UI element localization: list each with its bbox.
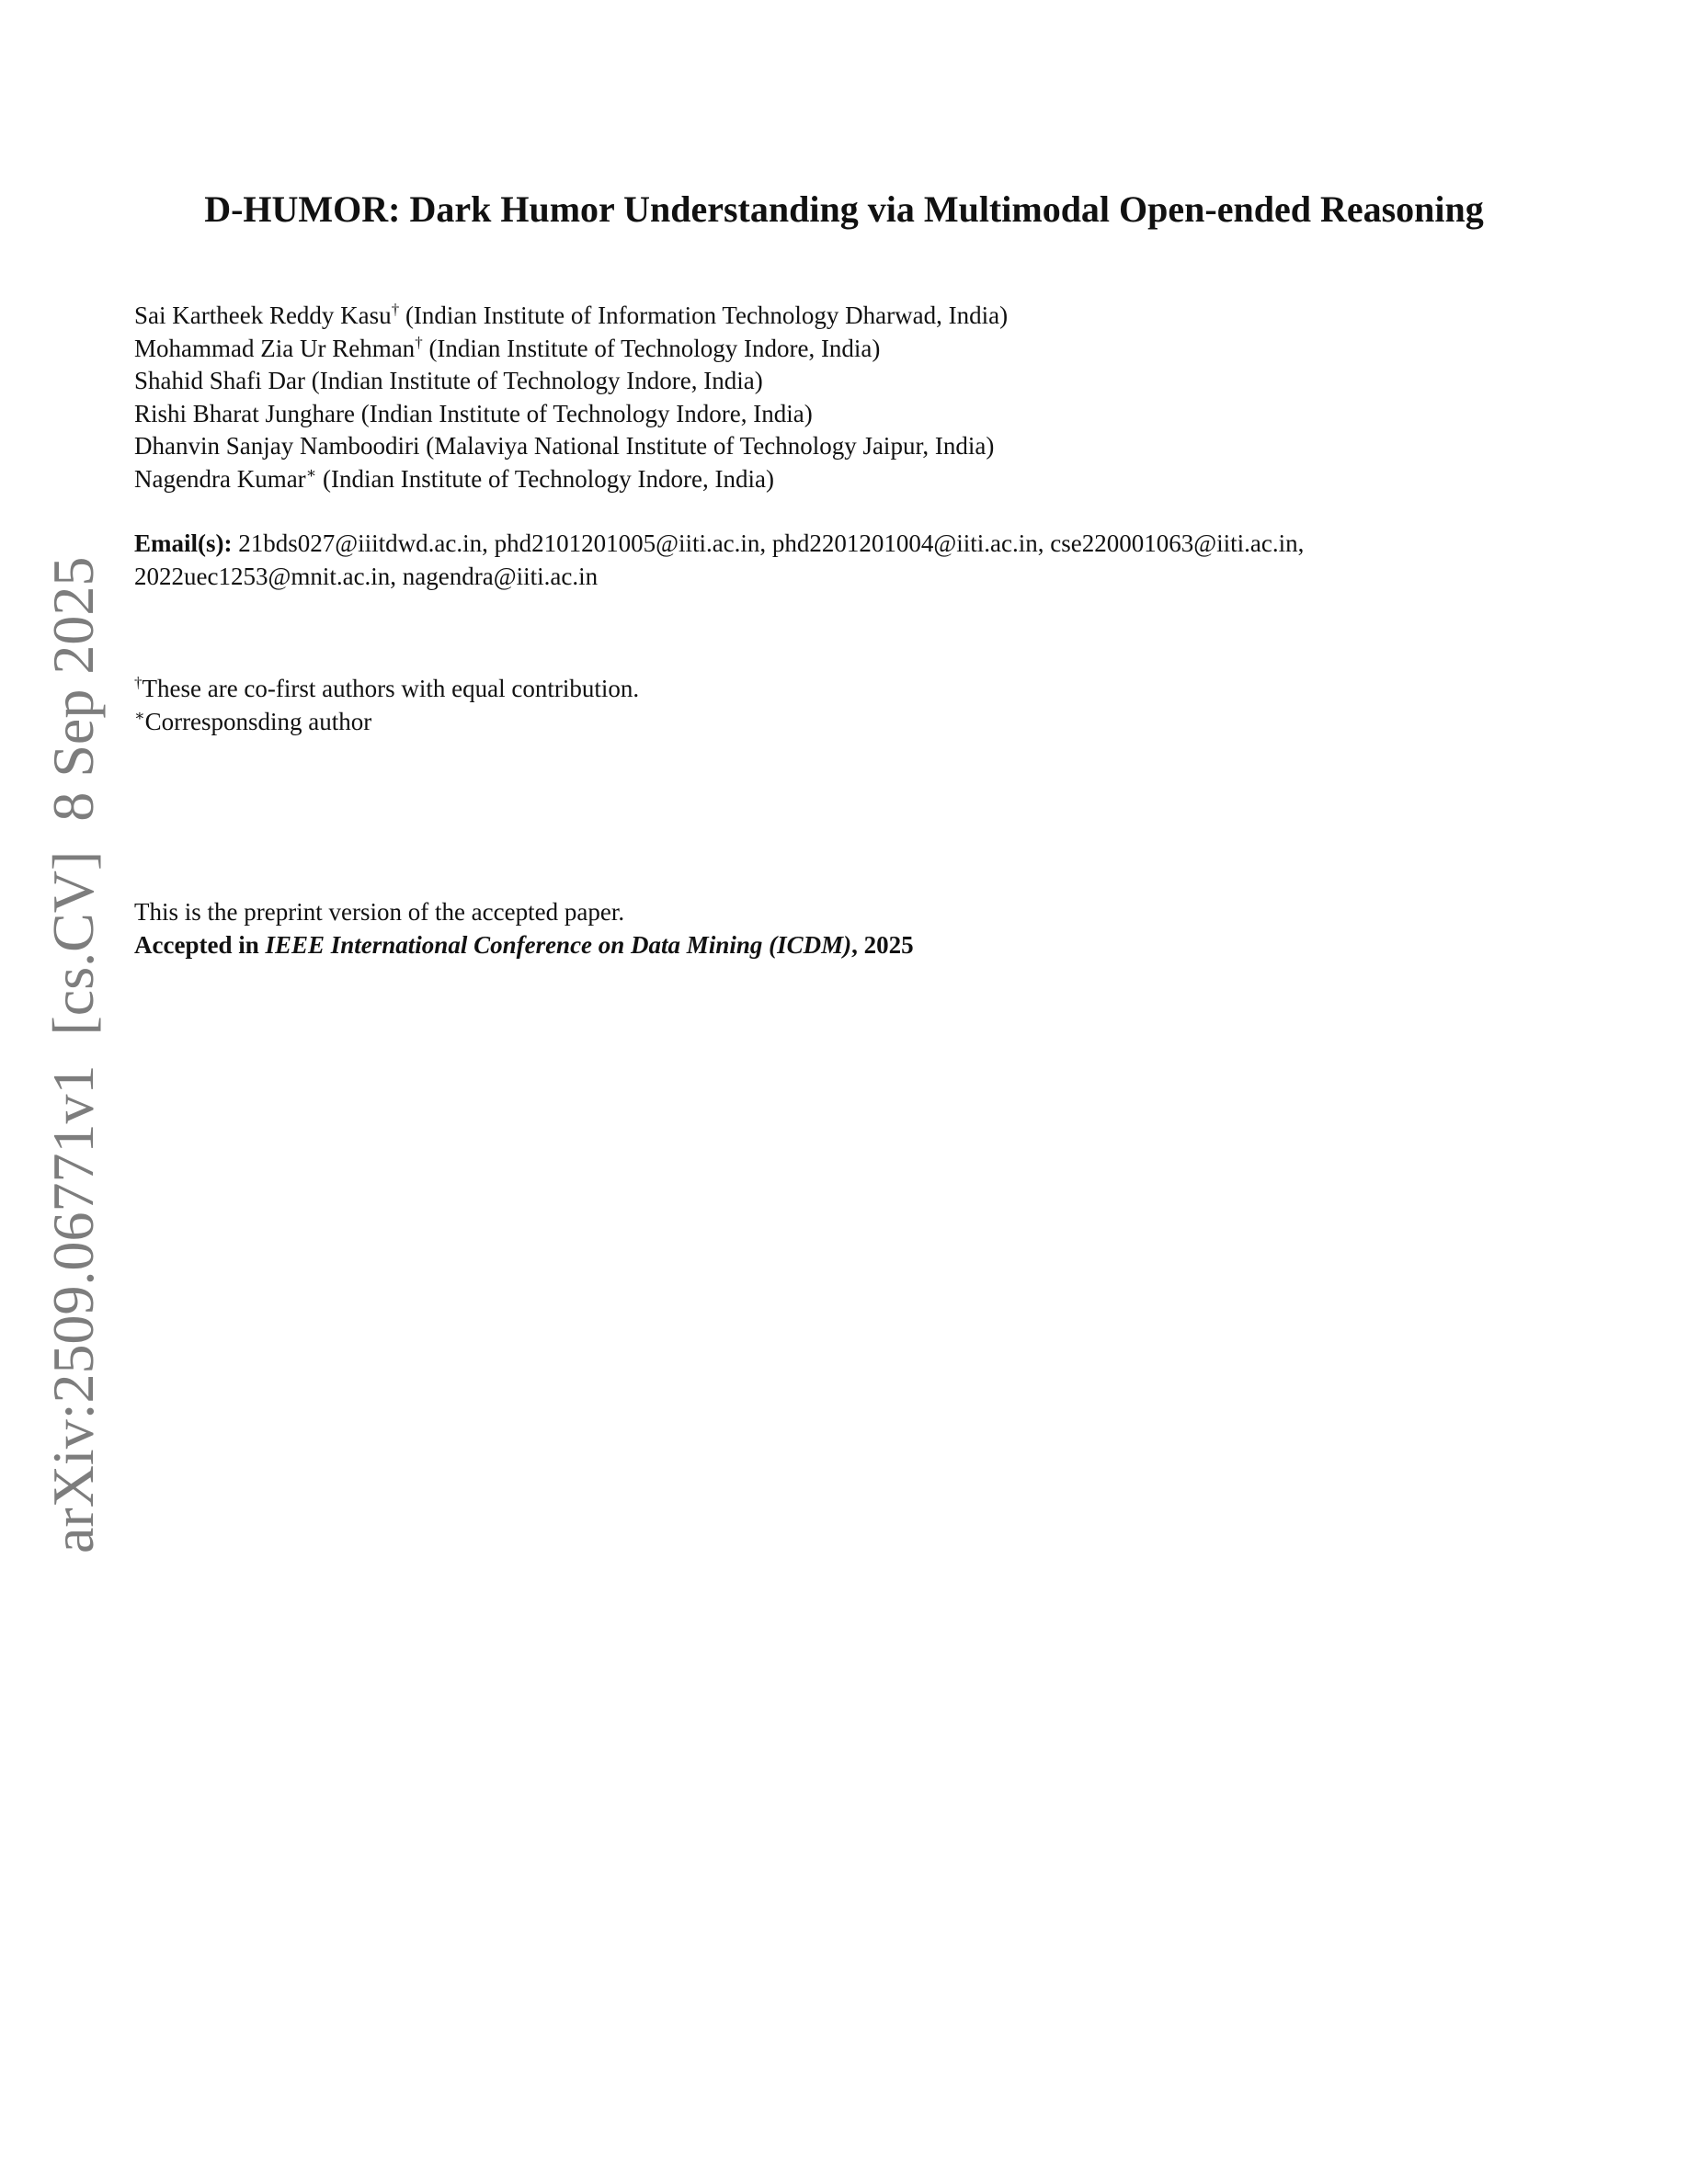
cofirst-mark: † — [415, 333, 423, 351]
author-affiliation: (Indian Institute of Technology Indore, India) — [360, 399, 813, 427]
paper-title: D-HUMOR: Dark Humor Understanding via Multimodal Open-ended Reasoning — [204, 188, 1484, 230]
author-list — [134, 300, 1008, 496]
author-affiliation: (Indian Institute of Information Technology Dharwad, India) — [405, 301, 1009, 329]
author-line — [134, 398, 1008, 431]
cofirst-note-text: These are co-first authors with equal contribution. — [142, 675, 640, 702]
author-name: Sai Kartheek Reddy Kasu — [134, 301, 392, 329]
author-name: Shahid Shafi Dar — [134, 367, 305, 395]
acceptance-line — [134, 929, 914, 962]
author-name: Rishi Bharat Junghare — [134, 399, 355, 427]
cofirst-note — [134, 673, 639, 706]
email-line — [134, 528, 1477, 561]
dagger-mark: † — [134, 674, 143, 691]
email-list: 21bds027@iiitdwd.ac.in, phd2101201005@iiti.ac.in, phd2201201004@iiti.ac.in, cse220001063@iiti.ac.in, — [238, 529, 1305, 557]
email-list: 2022uec1253@mnit.ac.in, nagendra@iiti.ac.in — [134, 562, 599, 590]
cofirst-mark: † — [391, 301, 400, 318]
acceptance-year: , 2025 — [851, 930, 914, 959]
author-line — [134, 333, 1008, 366]
author-affiliation: (Indian Institute of Technology Indore, India) — [311, 367, 763, 395]
corresponding-note — [134, 706, 639, 739]
author-line — [134, 463, 1008, 496]
author-affiliation: (Malaviya National Institute of Technology Jaipur, India) — [426, 432, 995, 461]
arxiv-stamp-text: arXiv:2509.06771v1 [cs.CV] 8 Sep 2025 — [40, 556, 106, 1553]
author-line — [134, 300, 1008, 333]
author-name: Nagendra Kumar — [134, 464, 306, 493]
corresponding-mark: ∗ — [305, 463, 317, 482]
preprint-notice — [134, 896, 914, 961]
email-label: Email(s): — [134, 529, 233, 557]
author-name: Dhanvin Sanjay Namboodiri — [134, 432, 420, 461]
corresponding-note-text: Corresponsding author — [144, 707, 372, 735]
footnotes — [134, 673, 639, 738]
accepted-prefix: Accepted in — [134, 930, 259, 959]
asterisk-mark: ∗ — [134, 706, 145, 724]
author-affiliation: (Indian Institute of Technology Indore, India) — [428, 334, 881, 362]
author-line — [134, 430, 1008, 463]
email-line — [134, 561, 1477, 594]
author-affiliation: (Indian Institute of Technology Indore, India) — [322, 464, 774, 493]
venue-name: IEEE International Conference on Data Mining (ICDM) — [265, 930, 852, 959]
arxiv-stamp — [40, 556, 106, 1553]
author-name: Mohammad Zia Ur Rehman — [134, 334, 416, 362]
email-block — [134, 528, 1477, 593]
preprint-line: This is the preprint version of the accepted paper. — [134, 898, 625, 926]
author-line — [134, 365, 1008, 398]
